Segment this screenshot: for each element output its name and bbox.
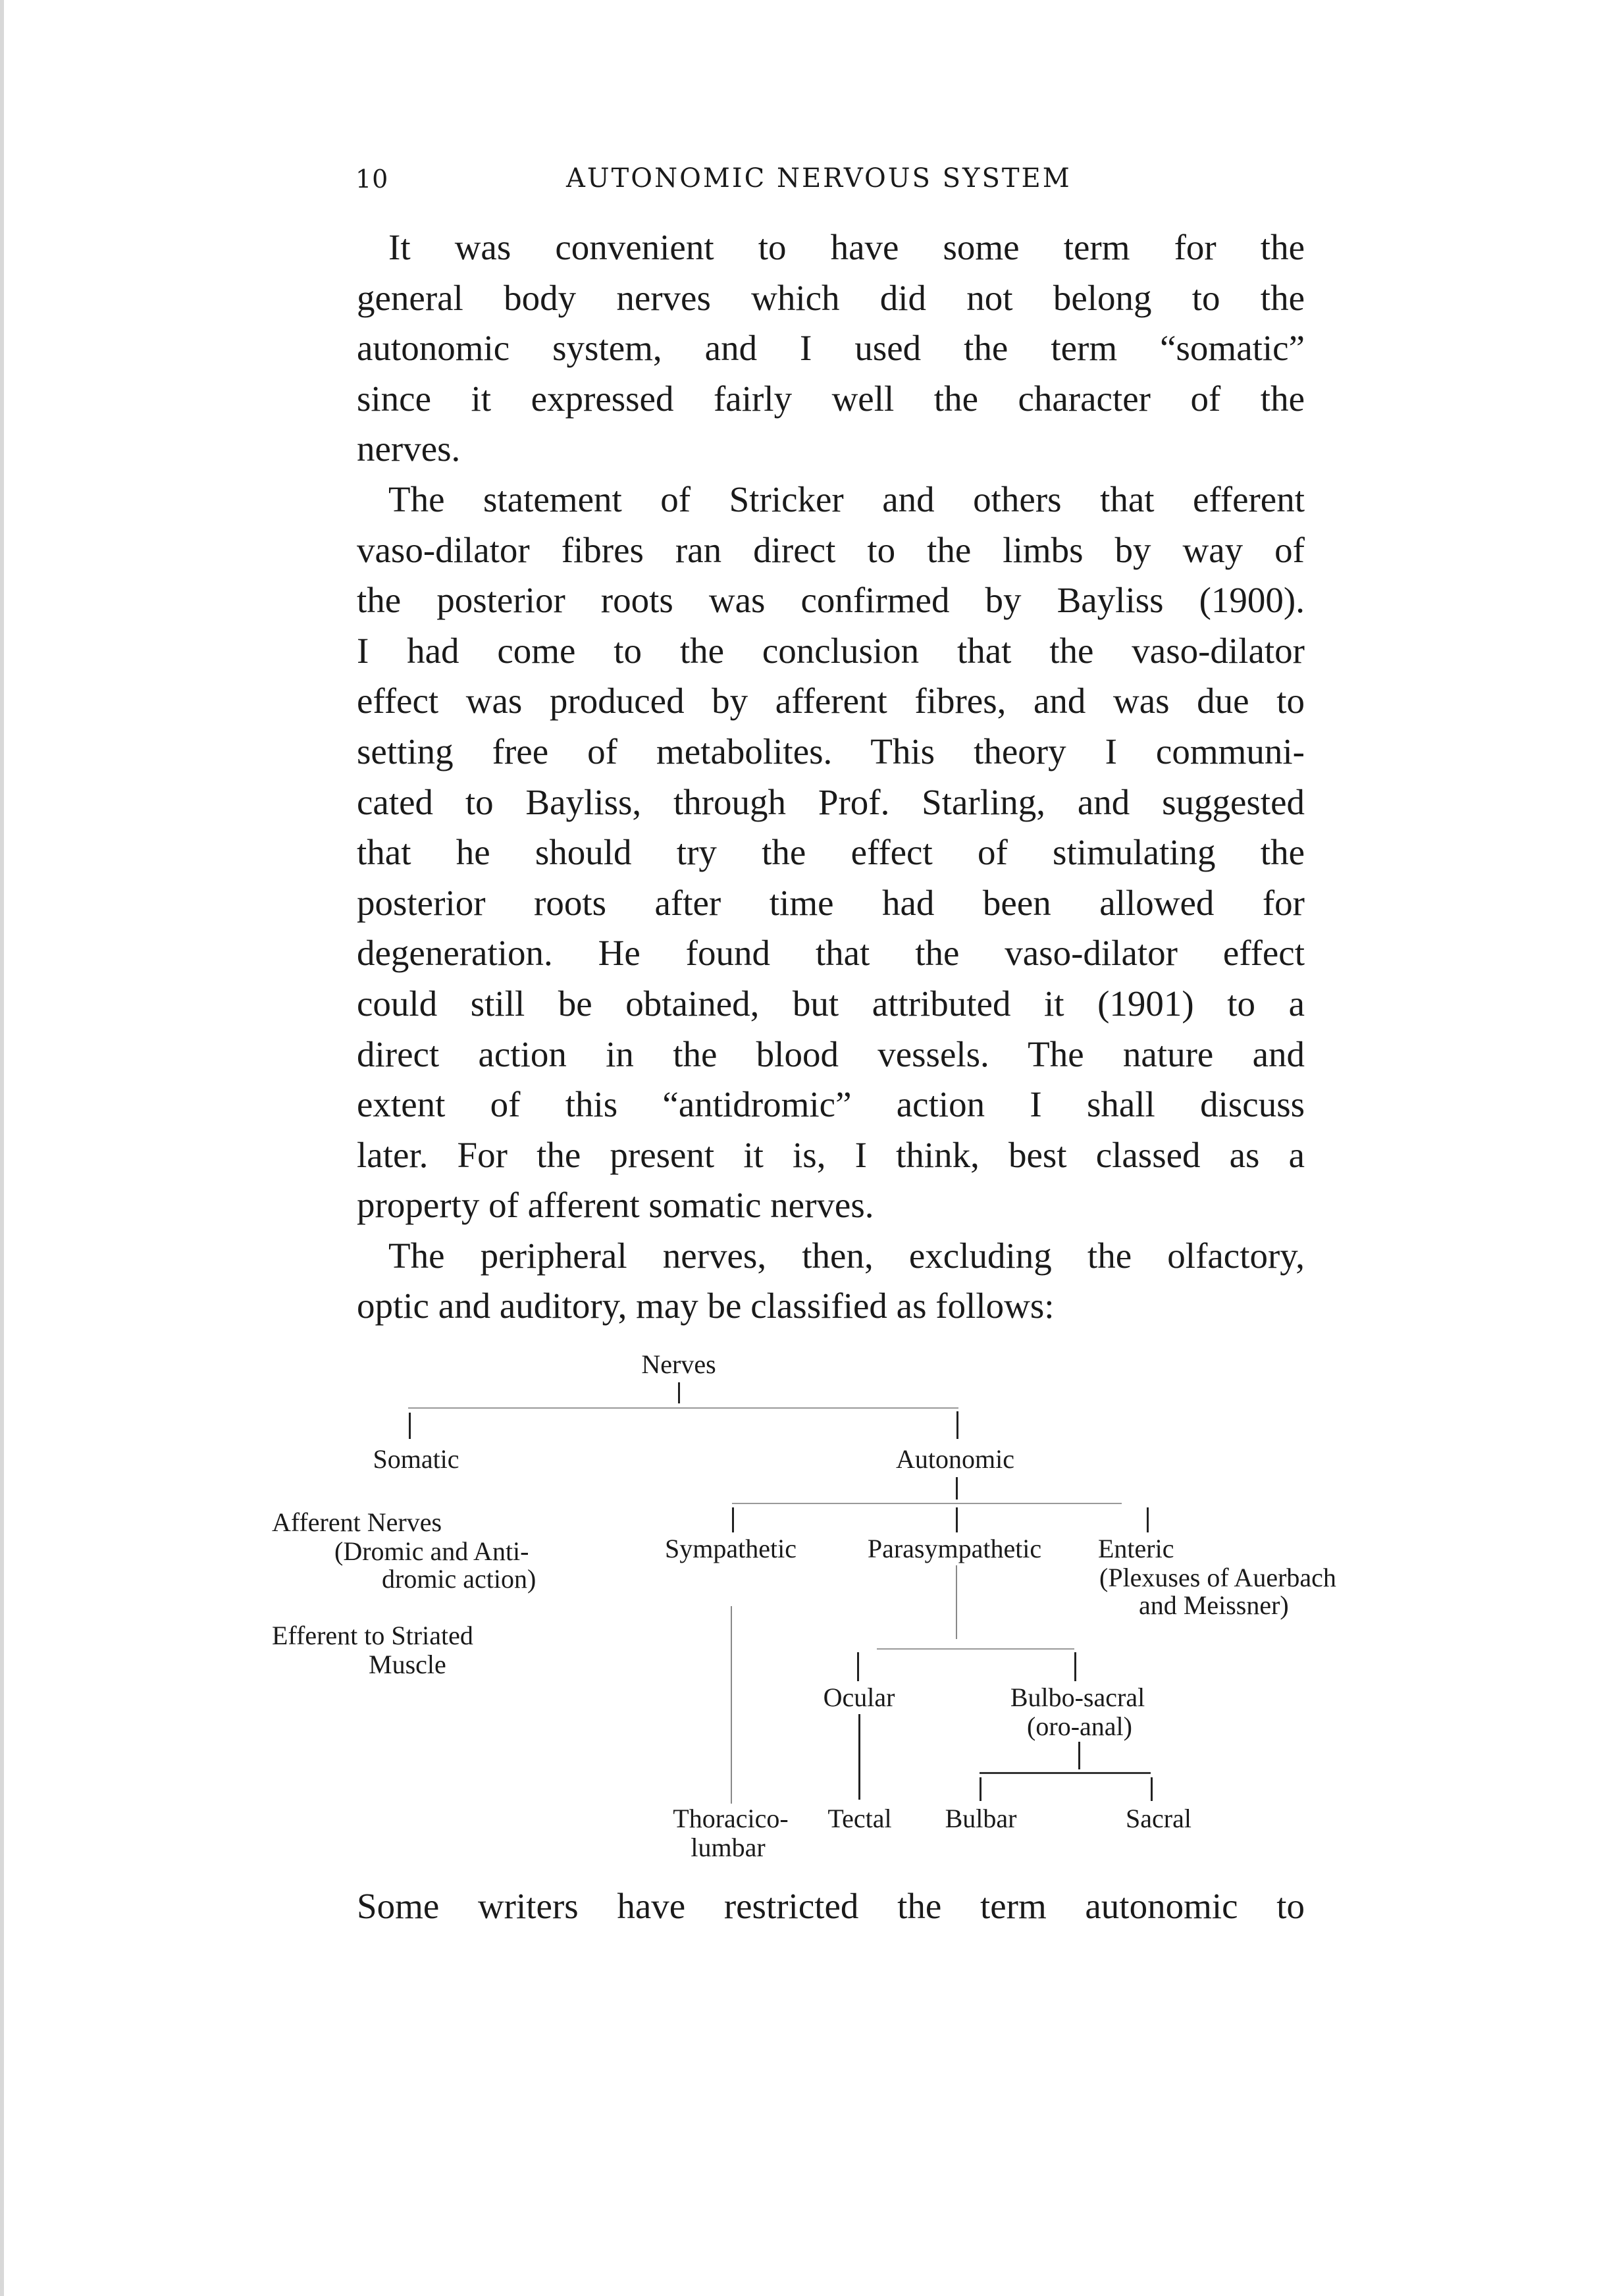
text-line: posterior roots after time had been allowed for [357, 882, 1305, 923]
node-thoracico-lumbar: Thoracico- [673, 1804, 789, 1833]
text-line: degeneration. He found that the vaso-dilator effect [357, 933, 1305, 974]
node-enteric-note: and Meissner) [1139, 1590, 1289, 1620]
node-sacral: Sacral [1126, 1804, 1191, 1833]
text-line: I had come to the conclusion that the vaso-dilator [357, 630, 1305, 671]
connector [731, 1606, 732, 1804]
text-line: autonomic system, and I used the term “somatic” [357, 328, 1305, 369]
node-autonomic: Autonomic [896, 1444, 1014, 1474]
text-line: The statement of Stricker and others that efferent [388, 479, 1305, 519]
text-line: since it expressed fairly well the character of the [357, 378, 1305, 419]
connector [858, 1714, 860, 1800]
connector [956, 1477, 958, 1500]
text-line: general body nerves which did not belong to the [357, 277, 1305, 318]
connector [1147, 1507, 1149, 1532]
text-line: nerves. [357, 429, 461, 469]
connector [1151, 1777, 1153, 1801]
node-thoracico-lumbar-cont: lumbar [691, 1833, 766, 1862]
connector [732, 1507, 734, 1532]
page-number: 10 [355, 165, 389, 194]
closing-text-line: Some writers have restricted the term autonomic to [357, 1886, 1305, 1926]
text-line: The peripheral nerves, then, excluding the olfactory, [388, 1235, 1305, 1276]
running-title: AUTONOMIC NERVOUS SYSTEM [566, 163, 1072, 194]
text-line: cated to Bayliss, through Prof. Starling, and suggested [357, 781, 1305, 822]
connector [980, 1777, 981, 1801]
node-afferent-note: (Dromic and Anti- [334, 1536, 529, 1566]
node-ocular: Ocular [823, 1683, 895, 1712]
node-enteric: Enteric [1098, 1534, 1174, 1563]
connector [678, 1382, 680, 1403]
connector [956, 1411, 958, 1439]
connector [732, 1503, 1122, 1504]
text-line: It was convenient to have some term for the [388, 227, 1305, 267]
node-efferent-note: Muscle [369, 1650, 446, 1679]
text-line: property of afferent somatic nerves. [357, 1185, 874, 1226]
node-efferent-striated: Efferent to Striated [272, 1621, 473, 1650]
connector [980, 1772, 1151, 1774]
connector [1074, 1652, 1076, 1681]
text-line: vaso-dilator fibres ran direct to the limbs by way of [357, 529, 1305, 570]
connector [877, 1648, 1074, 1650]
connector [408, 1407, 958, 1409]
node-bulbo-sacral: Bulbo-sacral [1010, 1683, 1145, 1712]
text-line: setting free of metabolites. This theory I communi- [357, 731, 1305, 771]
node-parasympathetic: Parasympathetic [867, 1534, 1042, 1563]
text-line: effect was produced by afferent fibres, and was due to [357, 681, 1305, 721]
node-somatic: Somatic [373, 1444, 459, 1474]
node-afferent-note: dromic action) [382, 1564, 536, 1594]
node-enteric-note: (Plexuses of Auerbach [1099, 1563, 1336, 1592]
text-line: optic and auditory, may be classified as follows: [357, 1286, 1055, 1326]
text-line: extent of this “antidromic” action I shall discuss [357, 1084, 1305, 1125]
connector [956, 1565, 957, 1639]
node-sympathetic: Sympathetic [665, 1534, 797, 1563]
text-line: later. For the present it is, I think, best classed as a [357, 1134, 1305, 1175]
node-nerves: Nerves [641, 1349, 716, 1379]
connector [1078, 1742, 1080, 1769]
scan-page-edge [0, 0, 4, 2296]
text-line: could still be obtained, but attributed it (1901) to a [357, 983, 1305, 1024]
node-afferent-nerves: Afferent Nerves [272, 1507, 442, 1537]
connector [956, 1507, 958, 1532]
text-line: direct action in the blood vessels. The nature and [357, 1033, 1305, 1074]
text-line: the posterior roots was confirmed by Bayliss (1900). [357, 580, 1305, 621]
node-tectal: Tectal [827, 1804, 892, 1833]
connector [409, 1413, 411, 1439]
body-text [357, 222, 1305, 1332]
node-bulbo-sacral-note: (oro-anal) [1027, 1711, 1132, 1741]
connector [857, 1652, 859, 1681]
text-line: that he should try the effect of stimulating the [357, 832, 1305, 873]
node-bulbar: Bulbar [945, 1804, 1017, 1833]
